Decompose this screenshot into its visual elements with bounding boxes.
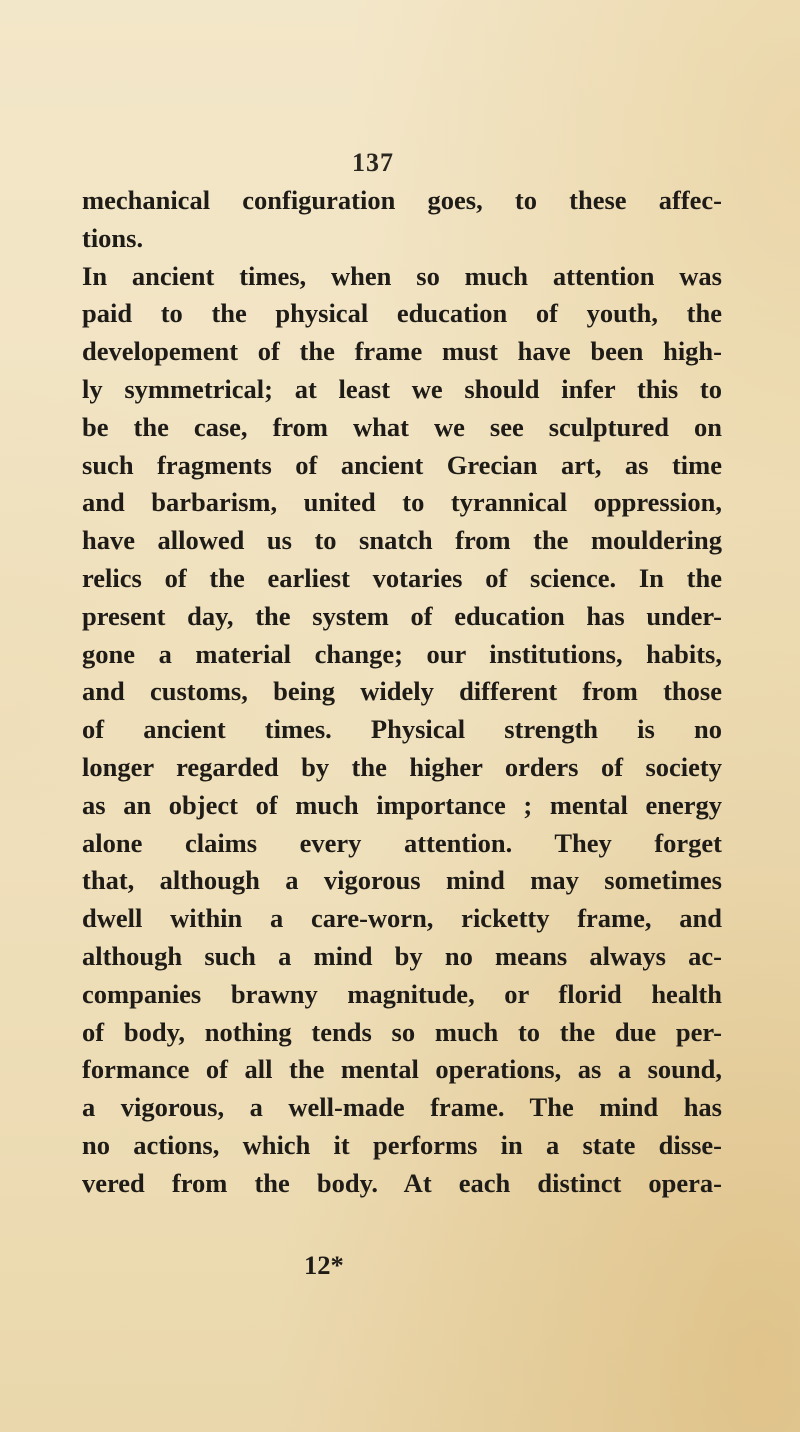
text-line: relics of the earliest votaries of science. In the [82,562,722,593]
text-line: and customs, being widely different from those [82,676,722,707]
text-line: such fragments of ancient Grecian art, as time [82,449,722,480]
text-line: have allowed us to snatch from the mouldering [82,525,722,556]
text-line: of body, nothing tends so much to the due per- [82,1016,722,1047]
text-line: alone claims every attention. They forget [82,827,722,858]
text-line: as an object of much importance ; mental energy [82,789,722,820]
text-line: and barbarism, united to tyrannical oppression, [82,487,722,518]
text-line: paid to the physical education of youth, the [82,298,722,329]
text-line: ly symmetrical; at least we should infer this to [82,373,722,404]
text-line: vered from the body. At each distinct opera- [82,1167,722,1198]
text-line: In ancient times, when so much attention was [82,260,722,291]
text-line: formance of all the mental operations, as a sound, [82,1054,722,1085]
text-line: mechanical configuration goes, to these affec- [82,185,722,215]
text-line: dwell within a care-worn, ricketty frame, and [82,903,722,934]
text-line: a vigorous, a well-made frame. The mind has [82,1092,722,1123]
body-text [82,182,722,1203]
page-number: 137 [352,148,394,177]
text-line: of ancient times. Physical strength is no [82,714,722,745]
text-line: gone a material change; our institutions, habits, [82,638,722,669]
text-line: developement of the frame must have been high- [82,336,722,367]
text-line: although such a mind by no means always ac- [82,940,722,971]
text-line: tions. [82,222,144,253]
text-line: that, although a vigorous mind may sometimes [82,865,722,896]
text-line: be the case, from what we see sculptured on [82,411,722,442]
text-line: present day, the system of education has under- [82,600,722,631]
text-line: longer regarded by the higher orders of society [82,751,722,782]
text-line: companies brawny magnitude, or florid health [82,978,722,1009]
text-line: no actions, which it performs in a state disse- [82,1129,722,1160]
signature-mark: 12* [304,1250,344,1280]
